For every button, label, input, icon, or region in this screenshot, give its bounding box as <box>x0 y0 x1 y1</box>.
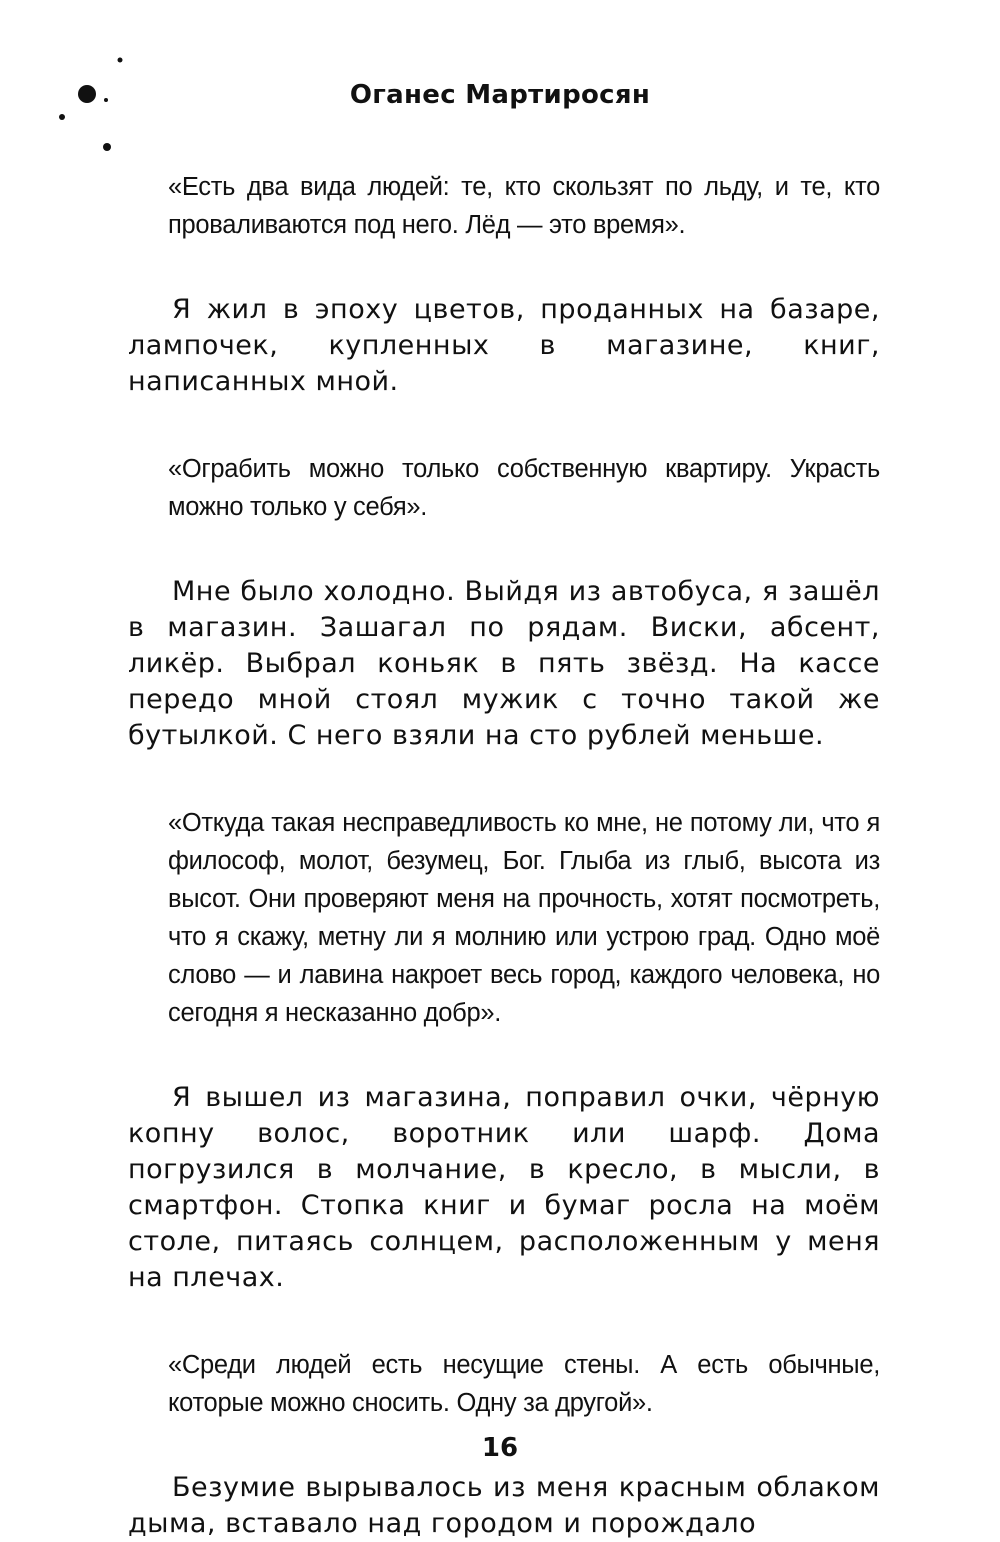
paragraph: Мне было холодно. Выйдя из автобуса, я зашёл в магазин. Зашагал по рядам. Виски, абсент, ликёр. Выбрал коньяк в пять звёзд. На кассе передо мной стоял мужик с точно такой же бутылкой. С него взяли на сто рублей меньше. <box>128 576 880 751</box>
paragraph: Я вышел из магазина, поправил очки, чёрную копну волос, воротник или шарф. Дома погрузился в молчание, в кресло, в мысли, в смартфон. Стопка книг и бумаг росла на моём столе, питаясь солнцем, расположенным у меня на плечах. <box>128 1082 880 1293</box>
page-number: 16 <box>481 1433 519 1463</box>
quote-block: «Есть два вида людей: те, кто скользят по льду, и те, кто проваливаются под него. Лёд — это время». <box>168 173 880 239</box>
quote-block: «Откуда такая несправедливость ко мне, не потому ли, что я философ, молот, безумец, Бог. Глыба из глыб, высота из высот. Они проверяют меня на прочность, хотят посмотреть, что я скажу, метну ли я молнию или устрою град. Одно моё слово — и лавина накроет весь город, каждого человека, но сегодня я несказанно добр». <box>168 809 880 1027</box>
quote-block: «Среди людей есть несущие стены. А есть обычные, которые можно сносить. Одну за другой». <box>168 1351 880 1417</box>
page-body <box>128 168 880 1542</box>
quote-block: «Ограбить можно только собственную квартиру. Украсть можно только у себя». <box>168 455 880 521</box>
paragraph: Безумие вырывалось из меня красным облаком дыма, вставало над городом и порождало <box>128 1472 880 1539</box>
running-header-author: Оганес Мартиросян <box>349 80 651 110</box>
paragraph: Я жил в эпоху цветов, проданных на базаре, лампочек, купленных в магазине, книг, написанных мной. <box>128 294 880 397</box>
